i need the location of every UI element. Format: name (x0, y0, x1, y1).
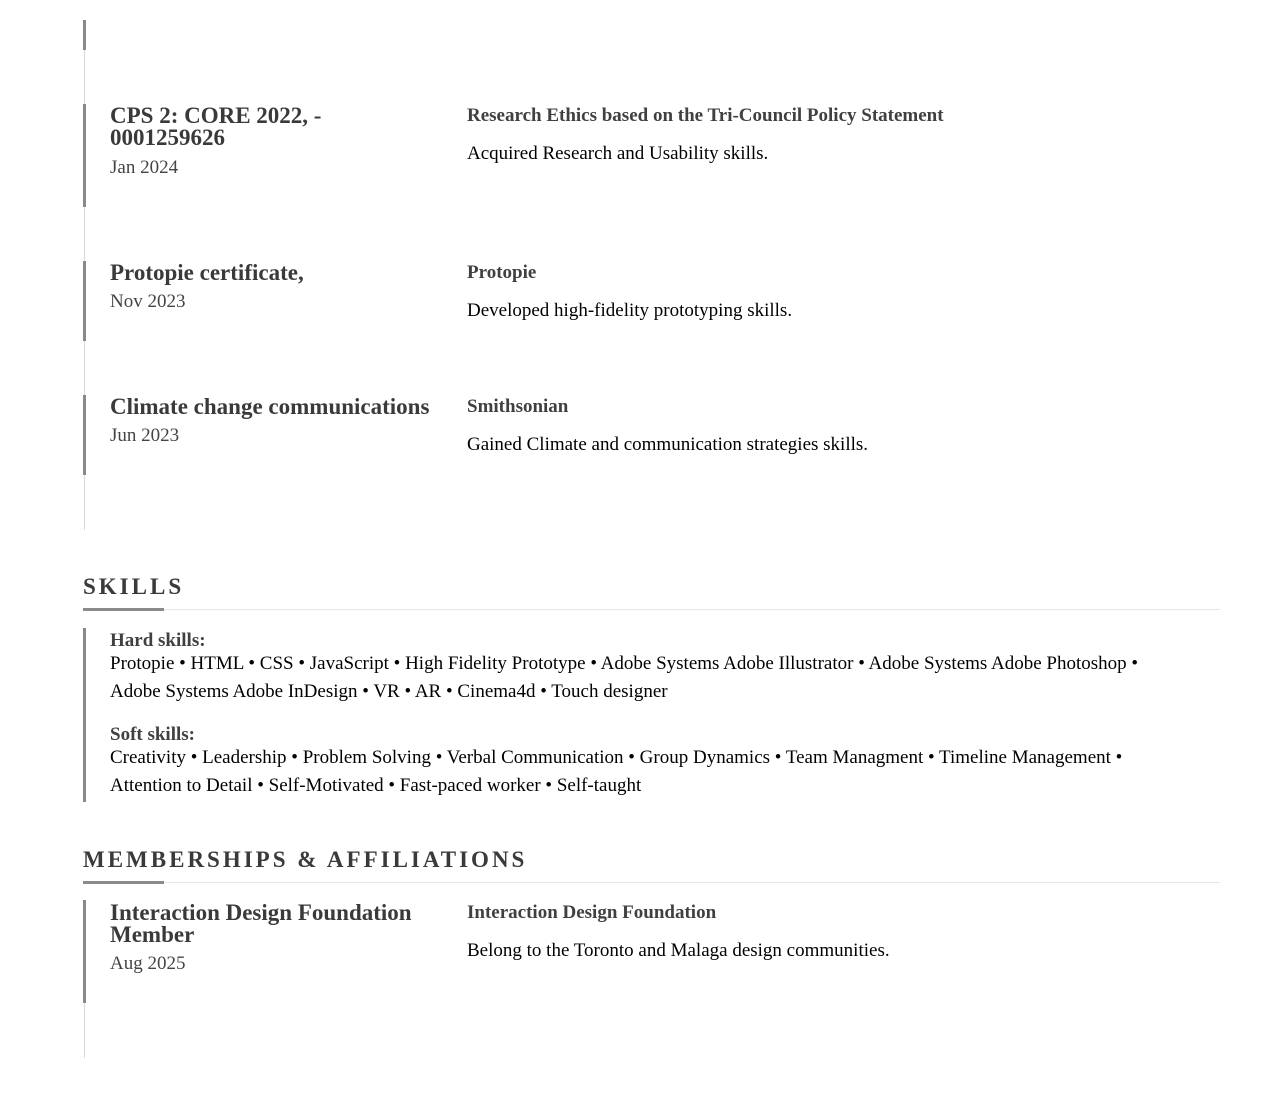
entry-accent-bar (83, 395, 86, 475)
certification-date: Jun 2023 (110, 425, 180, 446)
section-accent-underline (83, 608, 164, 611)
soft-skills-label: Soft skills: (110, 724, 195, 745)
membership-description: Belong to the Toronto and Malaga design communities. (467, 940, 890, 961)
certification-title: Climate change communications (110, 394, 430, 419)
section-heading-memberships: MEMBERSHIPS & AFFILIATIONS (83, 847, 528, 872)
certification-description: Acquired Research and Usability skills. (467, 143, 769, 164)
certification-entry (110, 262, 1220, 342)
soft-skills-list: Creativity • Leadership • Problem Solving • Verbal Communication • Group Dynamics • Team Managment • Timeline Management • Attention to Detail • Self-Motivated • Fast-paced worker • Self-taught (110, 747, 1123, 796)
section-heading-skills: SKILLS (83, 574, 185, 599)
section-divider (83, 882, 1220, 883)
hard-skills-list: Protopie • HTML • CSS • JavaScript • High Fidelity Prototype • Adobe Systems Adobe Illustrator • Adobe Systems Adobe Photoshop • Adobe Systems Adobe InDesign • VR • AR • Cinema4d • Touch designer (110, 653, 1139, 702)
certification-organization: Protopie (467, 262, 537, 283)
membership-organization: Interaction Design Foundation (467, 902, 717, 923)
certification-organization: Research Ethics based on the Tri-Council Policy Statement (467, 105, 944, 126)
certification-title: CPS 2: CORE 2022, - 0001259626 (110, 103, 322, 150)
entry-accent-bar (83, 104, 86, 207)
section-divider (83, 609, 1220, 610)
certification-organization: Smithsonian (467, 396, 569, 417)
certification-description: Developed high-fidelity prototyping skills. (467, 300, 793, 321)
certification-entry (110, 105, 1220, 205)
certification-date: Nov 2023 (110, 291, 186, 312)
skills-accent-bar (83, 628, 86, 802)
certification-title: Protopie certificate, (110, 260, 304, 285)
section-accent-underline (83, 881, 164, 884)
entry-accent-bar (83, 261, 86, 341)
membership-title: Interaction Design Foundation Member (110, 900, 412, 947)
certification-entry (110, 396, 1220, 476)
entry-accent-bar (83, 20, 86, 50)
certification-description: Gained Climate and communication strategies skills. (467, 434, 869, 455)
membership-date: Aug 2025 (110, 953, 186, 974)
membership-entry (110, 902, 1220, 1002)
entry-accent-bar (83, 900, 86, 1003)
hard-skills-label: Hard skills: (110, 630, 206, 651)
certification-date: Jan 2024 (110, 157, 179, 178)
